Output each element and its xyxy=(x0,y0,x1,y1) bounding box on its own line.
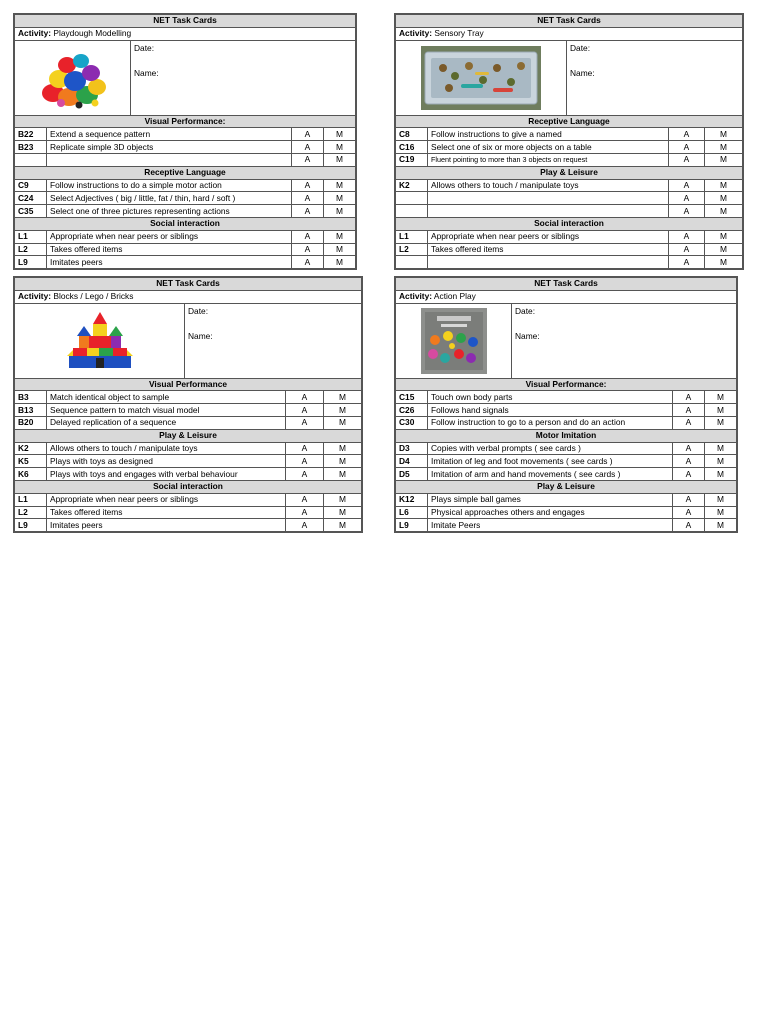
maintained-mark[interactable]: M xyxy=(704,179,742,192)
task-description xyxy=(428,192,669,205)
maintained-mark[interactable]: M xyxy=(704,519,736,532)
task-description: Takes offered items xyxy=(47,506,286,519)
task-code: L2 xyxy=(15,243,47,256)
maintained-mark[interactable]: M xyxy=(323,493,361,506)
sensory-tray-image xyxy=(396,40,567,115)
date-name-cell[interactable] xyxy=(131,40,356,115)
task-description: Appropriate when near peers or siblings xyxy=(47,230,292,243)
achieved-mark[interactable]: A xyxy=(668,256,704,269)
achieved-mark[interactable]: A xyxy=(285,404,323,417)
activity-name: Sensory Tray xyxy=(434,28,484,39)
task-card-sensory-tray xyxy=(394,13,744,270)
task-description: Sequence pattern to match visual model xyxy=(47,404,286,417)
task-row xyxy=(396,519,737,532)
task-row xyxy=(396,141,743,154)
task-description: Replicate simple 3D objects xyxy=(47,141,292,154)
task-description: Follow instructions to do a simple motor action xyxy=(47,179,292,192)
task-description: Follow instructions to give a named xyxy=(428,128,669,141)
task-description: Extend a sequence pattern xyxy=(47,128,292,141)
task-description: Physical approaches others and engages xyxy=(428,506,673,519)
name-label: Name: xyxy=(134,67,159,78)
task-code: C19 xyxy=(396,153,428,166)
section-header: Receptive Language xyxy=(15,166,356,179)
maintained-mark[interactable]: M xyxy=(323,192,355,205)
maintained-mark[interactable]: M xyxy=(704,455,736,468)
section-header: Social interaction xyxy=(15,480,362,493)
maintained-mark[interactable]: M xyxy=(704,493,736,506)
task-row xyxy=(15,493,362,506)
task-description xyxy=(428,205,669,218)
achieved-mark[interactable]: A xyxy=(285,416,323,429)
task-code: C9 xyxy=(15,179,47,192)
task-row xyxy=(396,179,743,192)
task-row xyxy=(396,391,737,404)
task-description: Imitates peers xyxy=(47,256,292,269)
task-card-action-play xyxy=(394,276,738,533)
date-label: Date: xyxy=(515,305,536,316)
task-code: B13 xyxy=(15,404,47,417)
task-description: Imitation of leg and foot movements ( see cards ) xyxy=(428,455,673,468)
task-code: K2 xyxy=(15,442,47,455)
task-row xyxy=(15,243,356,256)
date-label: Date: xyxy=(570,42,591,53)
maintained-mark[interactable]: M xyxy=(704,404,736,417)
task-code: K6 xyxy=(15,468,47,481)
maintained-mark[interactable]: M xyxy=(323,141,355,154)
achieved-mark[interactable]: A xyxy=(668,179,704,192)
section-header: Social interaction xyxy=(396,217,743,230)
task-row xyxy=(15,442,362,455)
task-description xyxy=(428,256,669,269)
task-row xyxy=(396,205,743,218)
maintained-mark[interactable]: M xyxy=(323,468,361,481)
section-header: Play & Leisure xyxy=(15,429,362,442)
task-description: Fluent pointing to more than 3 objects on request xyxy=(428,153,669,166)
task-code: B3 xyxy=(15,391,47,404)
maintained-mark[interactable]: M xyxy=(704,506,736,519)
task-code xyxy=(396,192,428,205)
maintained-mark[interactable]: M xyxy=(704,416,736,429)
achieved-mark[interactable]: A xyxy=(291,256,323,269)
achieved-mark[interactable]: A xyxy=(668,141,704,154)
task-code: D5 xyxy=(396,468,428,481)
task-description: Imitates peers xyxy=(47,519,286,532)
task-row xyxy=(396,468,737,481)
activity-row xyxy=(396,290,737,303)
task-row xyxy=(396,455,737,468)
section-header: Visual Performance: xyxy=(15,115,356,128)
achieved-mark[interactable]: A xyxy=(672,416,704,429)
activity-name: Playdough Modelling xyxy=(53,28,132,39)
maintained-mark[interactable]: M xyxy=(704,468,736,481)
task-code: C24 xyxy=(15,192,47,205)
date-label: Date: xyxy=(134,42,155,53)
card-title: NET Task Cards xyxy=(15,278,362,291)
task-description: Imitation of arm and hand movements ( see cards ) xyxy=(428,468,673,481)
task-code: L1 xyxy=(15,230,47,243)
achieved-mark[interactable]: A xyxy=(291,128,323,141)
maintained-mark[interactable]: M xyxy=(323,153,355,166)
task-row xyxy=(396,442,737,455)
activity-label: Activity: xyxy=(399,291,433,302)
task-description: Match identical object to sample xyxy=(47,391,286,404)
section-header: Play & Leisure xyxy=(396,480,737,493)
achieved-mark[interactable]: A xyxy=(291,141,323,154)
name-label: Name: xyxy=(188,330,213,341)
task-row xyxy=(396,128,743,141)
task-code: B20 xyxy=(15,416,47,429)
achieved-mark[interactable]: A xyxy=(291,230,323,243)
task-code: L2 xyxy=(396,243,428,256)
task-description: Select Adjectives ( big / little, fat / thin, hard / soft ) xyxy=(47,192,292,205)
name-label: Name: xyxy=(570,67,595,78)
maintained-mark[interactable]: M xyxy=(704,256,742,269)
task-code: L1 xyxy=(396,230,428,243)
achieved-mark[interactable]: A xyxy=(291,192,323,205)
activity-label: Activity: xyxy=(18,28,52,39)
task-code: B22 xyxy=(15,128,47,141)
task-code: K12 xyxy=(396,493,428,506)
achieved-mark[interactable]: A xyxy=(291,153,323,166)
task-description: Select one of six or more objects on a table xyxy=(428,141,669,154)
task-code: K2 xyxy=(396,179,428,192)
activity-label: Activity: xyxy=(18,291,52,302)
task-code: L2 xyxy=(15,506,47,519)
block-castle-image xyxy=(15,303,185,378)
task-description: Takes offered items xyxy=(428,243,669,256)
task-description: Allows others to touch / manipulate toys xyxy=(47,442,286,455)
achieved-mark[interactable]: A xyxy=(672,404,704,417)
task-description: Plays with toys and engages with verbal behaviour xyxy=(47,468,286,481)
maintained-mark[interactable]: M xyxy=(323,442,361,455)
task-row xyxy=(15,205,356,218)
task-code: L9 xyxy=(396,519,428,532)
section-header: Play & Leisure xyxy=(396,166,743,179)
achieved-mark[interactable]: A xyxy=(285,519,323,532)
task-code: L9 xyxy=(15,256,47,269)
activity-label: Activity: xyxy=(399,28,433,39)
task-row xyxy=(396,416,737,429)
task-row xyxy=(15,179,356,192)
task-row xyxy=(396,493,737,506)
task-description: Select one of three pictures representing actions xyxy=(47,205,292,218)
task-code: B23 xyxy=(15,141,47,154)
task-row xyxy=(396,230,743,243)
task-row xyxy=(15,141,356,154)
task-row xyxy=(15,391,362,404)
maintained-mark[interactable]: M xyxy=(323,256,355,269)
task-code: C8 xyxy=(396,128,428,141)
activity-row xyxy=(396,27,743,40)
task-row xyxy=(15,230,356,243)
task-description: Touch own body parts xyxy=(428,391,673,404)
date-name-cell[interactable] xyxy=(567,40,743,115)
task-row xyxy=(15,153,356,166)
task-row xyxy=(15,404,362,417)
task-description: Follow instruction to go to a person and do an action xyxy=(428,416,673,429)
task-code: C26 xyxy=(396,404,428,417)
task-code: K5 xyxy=(15,455,47,468)
task-code: C15 xyxy=(396,391,428,404)
name-label: Name: xyxy=(515,330,540,341)
task-description: Appropriate when near peers or siblings xyxy=(47,493,286,506)
maintained-mark[interactable]: M xyxy=(323,391,361,404)
achieved-mark[interactable]: A xyxy=(285,442,323,455)
achieved-mark[interactable]: A xyxy=(285,455,323,468)
task-description xyxy=(47,153,292,166)
achieved-mark[interactable]: A xyxy=(291,243,323,256)
achieved-mark[interactable]: A xyxy=(285,468,323,481)
maintained-mark[interactable]: M xyxy=(323,243,355,256)
maintained-mark[interactable]: M xyxy=(704,128,742,141)
maintained-mark[interactable]: M xyxy=(323,179,355,192)
section-header: Social interaction xyxy=(15,217,356,230)
maintained-mark[interactable]: M xyxy=(704,442,736,455)
task-description: Copies with verbal prompts ( see cards ) xyxy=(428,442,673,455)
task-row xyxy=(15,506,362,519)
date-name-cell[interactable] xyxy=(512,303,737,378)
task-row xyxy=(396,404,737,417)
task-row xyxy=(396,243,743,256)
maintained-mark[interactable]: M xyxy=(323,416,361,429)
achieved-mark[interactable]: A xyxy=(668,230,704,243)
task-code xyxy=(15,153,47,166)
achieved-mark[interactable]: A xyxy=(672,519,704,532)
task-row xyxy=(15,128,356,141)
task-code: D4 xyxy=(396,455,428,468)
task-row xyxy=(396,506,737,519)
task-description: Delayed replication of a sequence xyxy=(47,416,286,429)
task-row xyxy=(396,153,743,166)
task-row xyxy=(15,192,356,205)
achieved-mark[interactable]: A xyxy=(672,468,704,481)
task-code xyxy=(396,205,428,218)
maintained-mark[interactable]: M xyxy=(323,230,355,243)
maintained-mark[interactable]: M xyxy=(704,153,742,166)
achieved-mark[interactable]: A xyxy=(668,128,704,141)
activity-name: Blocks / Lego / Bricks xyxy=(53,291,134,302)
maintained-mark[interactable]: M xyxy=(323,404,361,417)
achieved-mark[interactable]: A xyxy=(668,153,704,166)
task-code: C30 xyxy=(396,416,428,429)
maintained-mark[interactable]: M xyxy=(323,519,361,532)
task-code: L9 xyxy=(15,519,47,532)
task-code: C16 xyxy=(396,141,428,154)
task-description: Takes offered items xyxy=(47,243,292,256)
date-label: Date: xyxy=(188,305,209,316)
task-description: Follows hand signals xyxy=(428,404,673,417)
maintained-mark[interactable]: M xyxy=(323,128,355,141)
task-description: Appropriate when near peers or siblings xyxy=(428,230,669,243)
achieved-mark[interactable]: A xyxy=(285,506,323,519)
activity-row xyxy=(15,290,362,303)
maintained-mark[interactable]: M xyxy=(323,205,355,218)
maintained-mark[interactable]: M xyxy=(323,455,361,468)
activity-name: Action Play xyxy=(433,291,476,302)
maintained-mark[interactable]: M xyxy=(704,391,736,404)
date-name-cell[interactable] xyxy=(185,303,362,378)
task-description: Imitate Peers xyxy=(428,519,673,532)
achieved-mark[interactable]: A xyxy=(285,493,323,506)
maintained-mark[interactable]: M xyxy=(704,205,742,218)
task-code: C35 xyxy=(15,205,47,218)
task-description: Allows others to touch / manipulate toys xyxy=(428,179,669,192)
card-title: NET Task Cards xyxy=(396,15,743,28)
achieved-mark[interactable]: A xyxy=(672,442,704,455)
task-code xyxy=(396,256,428,269)
achieved-mark[interactable]: A xyxy=(672,455,704,468)
section-header: Receptive Language xyxy=(396,115,743,128)
maintained-mark[interactable]: M xyxy=(704,243,742,256)
card-title: NET Task Cards xyxy=(396,278,737,291)
achieved-mark[interactable]: A xyxy=(668,192,704,205)
achieved-mark[interactable]: A xyxy=(672,391,704,404)
task-row xyxy=(396,256,743,269)
task-description: Plays simple ball games xyxy=(428,493,673,506)
task-code: L1 xyxy=(15,493,47,506)
achieved-mark[interactable]: A xyxy=(285,391,323,404)
task-row xyxy=(15,519,362,532)
achieved-mark[interactable]: A xyxy=(668,243,704,256)
maintained-mark[interactable]: M xyxy=(704,192,742,205)
activity-row xyxy=(15,27,356,40)
action-play-mat-image xyxy=(396,303,512,378)
achieved-mark[interactable]: A xyxy=(291,179,323,192)
achieved-mark[interactable]: A xyxy=(668,205,704,218)
task-card-playdough xyxy=(13,13,357,270)
section-header: Visual Performance: xyxy=(396,378,737,391)
task-row xyxy=(15,256,356,269)
task-row xyxy=(15,455,362,468)
section-header: Visual Performance xyxy=(15,378,362,391)
maintained-mark[interactable]: M xyxy=(323,506,361,519)
task-code: D3 xyxy=(396,442,428,455)
achieved-mark[interactable]: A xyxy=(672,506,704,519)
task-card-blocks xyxy=(13,276,363,533)
achieved-mark[interactable]: A xyxy=(291,205,323,218)
task-description: Plays with toys as designed xyxy=(47,455,286,468)
task-row xyxy=(15,468,362,481)
task-code: L6 xyxy=(396,506,428,519)
task-row xyxy=(15,416,362,429)
card-title: NET Task Cards xyxy=(15,15,356,28)
section-header: Motor Imitation xyxy=(396,429,737,442)
maintained-mark[interactable]: M xyxy=(704,141,742,154)
achieved-mark[interactable]: A xyxy=(672,493,704,506)
maintained-mark[interactable]: M xyxy=(704,230,742,243)
task-row xyxy=(396,192,743,205)
playdough-tubs-image xyxy=(15,40,131,115)
